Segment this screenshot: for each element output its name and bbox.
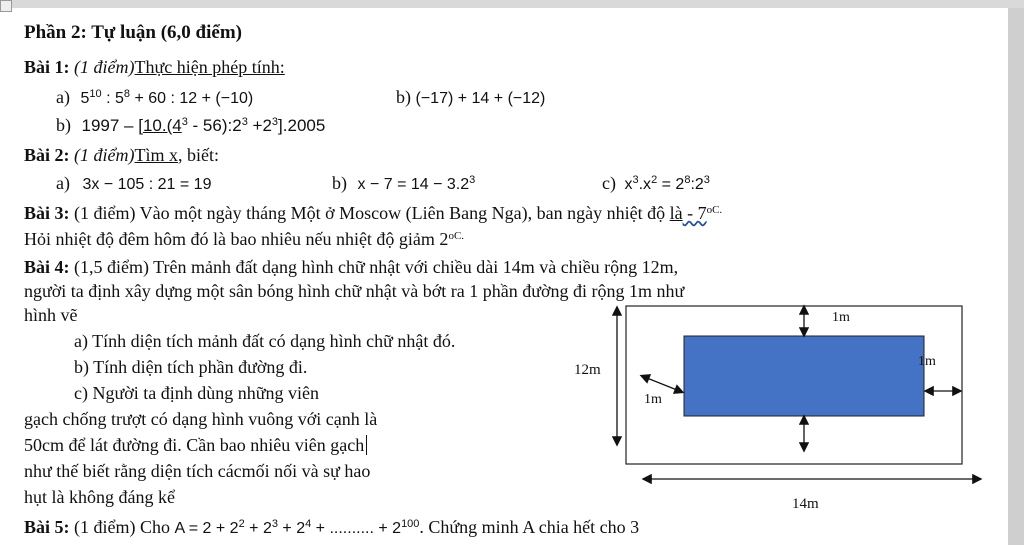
expr-part: 10.(4 — [142, 116, 182, 135]
item-label: a) — [56, 173, 70, 193]
exponent: 3 — [703, 174, 710, 186]
bai4-label: Bài 4: — [24, 257, 70, 277]
exponent: 3 — [469, 174, 476, 186]
expr-part: 1997 – [ — [81, 116, 143, 135]
expr-part: A = 2 + 2 — [174, 520, 239, 537]
bai2-task-tail: , biết: — [178, 145, 219, 165]
label-left-1m: 1m — [644, 392, 662, 407]
document-page — [14, 8, 1008, 545]
bai5-line — [24, 516, 639, 540]
scrollbar[interactable] — [1008, 8, 1024, 545]
corner-marker-icon — [0, 0, 12, 12]
expr-part: : 5 — [101, 90, 124, 107]
bai4-cont1: gạch chống trượt có dạng hình vuông với cạnh là — [24, 409, 378, 429]
expr-part: :2 — [690, 176, 704, 193]
bai4-item-c: c) Người ta định dùng những viên — [74, 383, 319, 403]
bai4-cont3: như thế biết rằng diện tích cácmối nối và sự hao — [24, 461, 371, 481]
bai1-label: Bài 1: — [24, 57, 70, 77]
bai3-label: Bài 3: — [24, 203, 70, 223]
expr-part: + 2 — [277, 520, 306, 537]
bai5-text-tail: . Chứng minh A chia hết cho 3 — [419, 517, 640, 537]
bai4-line3: hình vẽ — [24, 305, 78, 325]
expr-part: + .......... + 2 — [311, 520, 402, 537]
bai2-task: Tìm x — [134, 145, 178, 165]
expr-part: + 60 : 12 + (−10) — [130, 90, 254, 107]
bai1-points: (1 điểm) — [74, 57, 135, 77]
bai5-text: (1 điểm) Cho — [74, 517, 171, 537]
expr-part: .x — [638, 176, 652, 193]
exponent: 10 — [89, 88, 102, 100]
label-right-1m: 1m — [918, 354, 936, 369]
item-label: b) — [332, 173, 347, 193]
bai4-text: 50cm để lát đường đi. Cần bao nhiêu viên gạch — [24, 435, 365, 455]
label-width-14m: 14m — [792, 496, 819, 512]
bai4-item-a: a) Tính diện tích mảnh đất có dạng hình chữ nhật đó. — [74, 331, 456, 351]
exponent: 3 — [632, 174, 639, 186]
left-gap-arrow — [642, 376, 682, 392]
exponent: 2 — [651, 174, 658, 186]
expr-part: x − 7 = 14 − 3.2 — [357, 176, 470, 193]
bai4-text: (1,5 điểm) Trên mảnh đất dạng hình chữ nhật với chiều dài 14m và chiều rộng 12m, — [74, 257, 679, 277]
exponent: 3 — [271, 116, 279, 128]
expr-part: x — [624, 176, 633, 193]
expr-part: = 2 — [657, 176, 685, 193]
bai4-cont4: hụt là không đáng kể — [24, 487, 175, 507]
bai5-label: Bài 5: — [24, 517, 70, 537]
bai2-label: Bài 2: — [24, 145, 70, 165]
bai4-line2: người ta định xây dựng một sân bóng hình chữ nhật và bớt ra 1 phần đường đi rộng 1m như — [24, 281, 685, 301]
exponent: 100 — [401, 518, 420, 530]
expr-part: ].2005 — [278, 116, 326, 135]
bai3-la: là — [669, 203, 683, 223]
exponent: 3 — [271, 518, 278, 530]
temp-unit: oC. — [706, 204, 723, 216]
expr-part: - 56):2 — [187, 116, 242, 135]
exponent: 8 — [684, 174, 691, 186]
bai3-temp: - 7 — [682, 203, 707, 223]
top-bar — [0, 0, 1024, 8]
expr-part: 5 — [80, 90, 90, 107]
expr-part: +2 — [247, 116, 272, 135]
bai3-text: (1 điểm) Vào một ngày tháng Một ở Moscow (Liên Bang Nga), ban ngày nhiệt độ — [74, 203, 666, 223]
temp-unit: oC. — [448, 230, 465, 242]
bai1-task: Thực hiện phép tính: — [134, 57, 285, 77]
exponent: 2 — [238, 518, 245, 530]
bai4-item-b: b) Tính diện tích phần đường đi. — [74, 357, 308, 377]
item-label: b) — [396, 87, 411, 107]
exponent: 8 — [123, 88, 130, 100]
section-title: Phần 2: Tự luận (6,0 điểm) — [24, 22, 242, 43]
field-diagram — [14, 8, 1008, 545]
expr: 3x − 105 : 21 = 19 — [82, 176, 212, 193]
item-label: c) — [602, 173, 616, 193]
item-label: b) — [56, 115, 71, 135]
football-field — [684, 336, 924, 416]
exponent: 4 — [305, 518, 312, 530]
bai3-text: Hỏi nhiệt độ đêm hôm đó là bao nhiêu nếu nhiệt độ giảm 2 — [24, 229, 449, 249]
bai2-points: (1 điểm) — [74, 145, 135, 165]
exponent: 3 — [181, 116, 188, 128]
expr: (−17) + 14 + (−12) — [415, 90, 546, 107]
label-height-12m: 12m — [574, 362, 601, 378]
label-top-1m: 1m — [832, 310, 850, 325]
exponent: 3 — [241, 116, 248, 128]
item-label: a) — [56, 87, 70, 107]
expr-part: + 2 — [244, 520, 272, 537]
